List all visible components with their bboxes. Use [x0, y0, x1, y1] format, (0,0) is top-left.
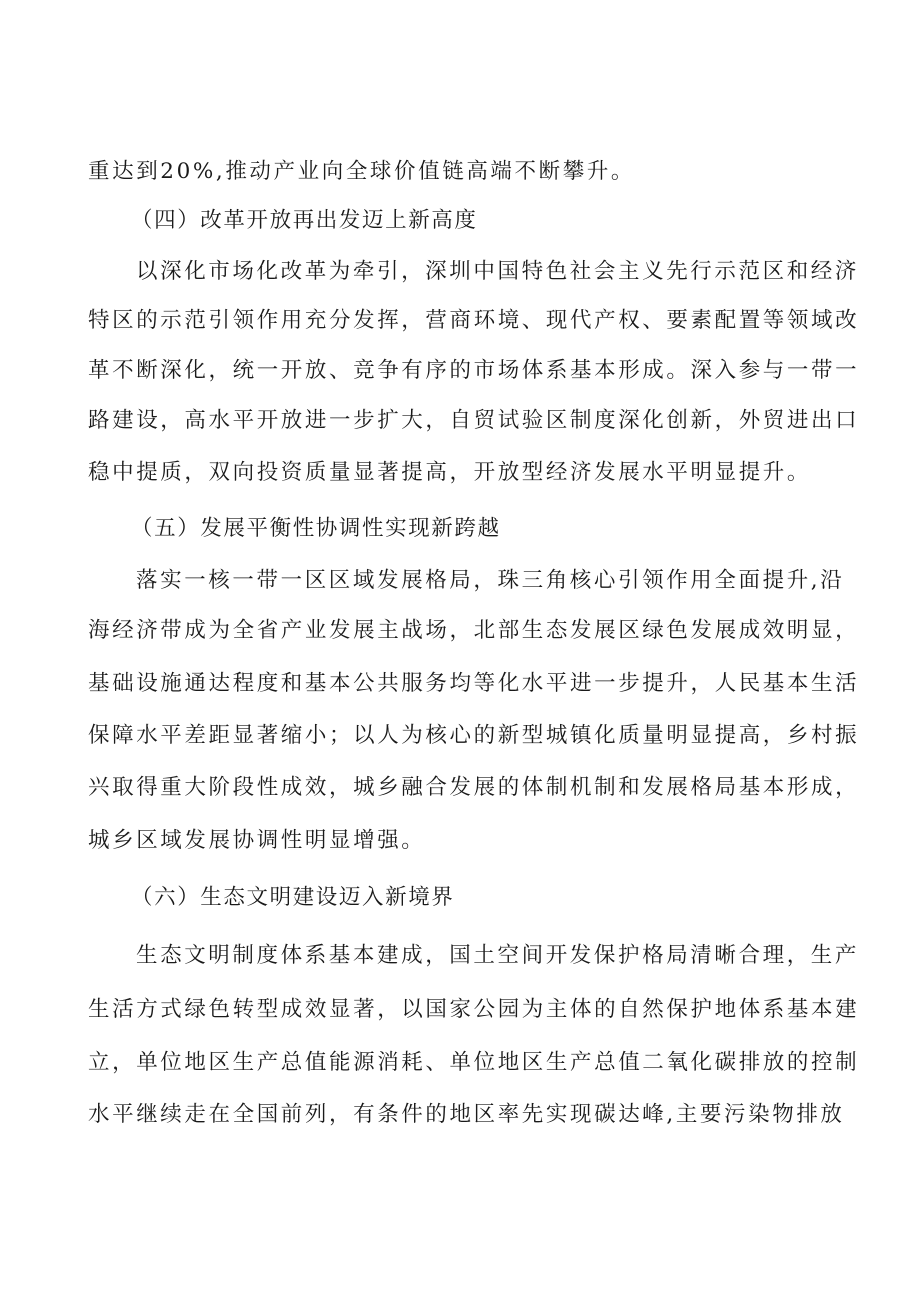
- paragraph-line: 以深化市场化改革为牵引，深圳中国特色社会主义先行示范区和经济: [136, 259, 860, 284]
- section-heading-6: （六）生态文明建设迈入新境界: [131, 885, 455, 910]
- paragraph-line: 生态文明制度体系基本建成，国土空间开发保护格局清晰合理，生产: [136, 943, 860, 968]
- paragraph-line: 城乡区域发展协调性明显增强。: [88, 828, 426, 853]
- paragraph-line: 革不断深化，统一开放、竞争有序的市场体系基本形成。深入参与一带一: [88, 358, 860, 383]
- paragraph-line: 特区的示范引领作用充分发挥，营商环境、现代产权、要素配置等领域改: [88, 308, 860, 333]
- paragraph-line: 生活方式绿色转型成效显著，以国家公园为主体的自然保护地体系基本建: [88, 997, 860, 1022]
- paragraph-line: 稳中提质，双向投资质量显著提高，开放型经济发展水平明显提升。: [88, 460, 812, 485]
- paragraph-line: 水平继续走在全国前列，有条件的地区率先实现碳达峰,主要污染物排放: [88, 1102, 845, 1127]
- paragraph-line: 海经济带成为全省产业发展主战场，北部生态发展区绿色发展成效明显，: [88, 618, 860, 643]
- section-heading-4: （四）改革开放再出发迈上新高度: [131, 208, 478, 233]
- paragraph-line: 路建设，高水平开放进一步扩大，自贸试验区制度深化创新，外贸进出口: [88, 408, 860, 433]
- paragraph-line: 立，单位地区生产总值能源消耗、单位地区生产总值二氧化碳排放的控制: [88, 1050, 860, 1075]
- section-heading-5: （五）发展平衡性协调性实现新跨越: [131, 516, 501, 541]
- paragraph-line: 重达到20%,推动产业向全球价值链高端不断攀升。: [88, 159, 636, 184]
- paragraph-line: 基础设施通达程度和基本公共服务均等化水平进一步提升，人民基本生活: [88, 671, 860, 696]
- paragraph-line: 保障水平差距显著缩小；以人为核心的新型城镇化质量明显提高，乡村振: [88, 723, 860, 748]
- paragraph-line: 兴取得重大阶段性成效，城乡融合发展的体制机制和发展格局基本形成，: [88, 775, 860, 800]
- paragraph-line: 落实一核一带一区区域发展格局，珠三角核心引领作用全面提升,沿: [136, 568, 845, 593]
